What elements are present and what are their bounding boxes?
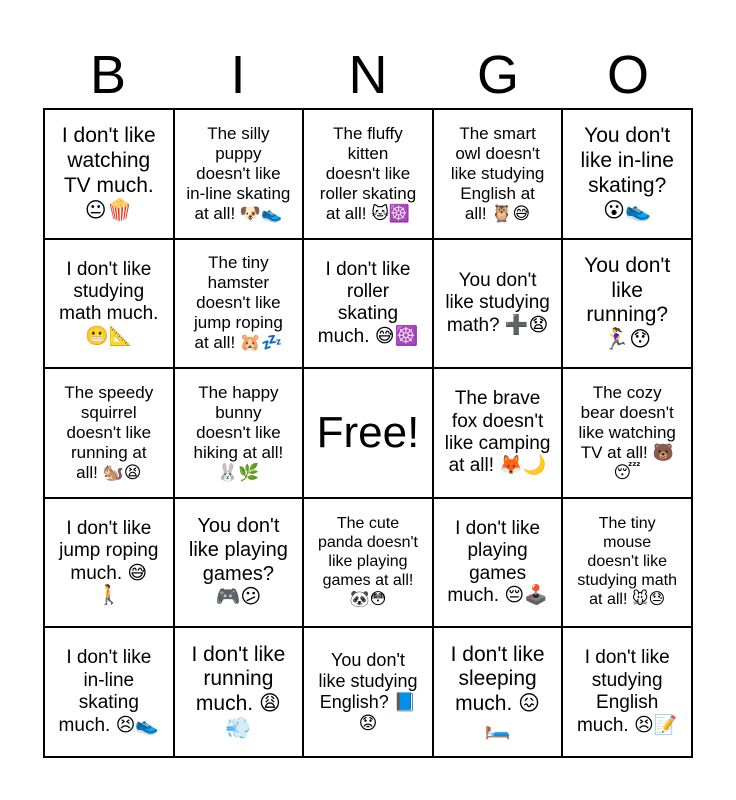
bingo-header bbox=[43, 40, 693, 110]
bingo-cell[interactable] bbox=[303, 109, 433, 239]
cell-text: You don't like studying English? 📘 😟 bbox=[318, 649, 418, 734]
cell-text: The cozy bear doesn't like watching TV at all! 🐻 😴 bbox=[578, 382, 676, 483]
cell-text: I don't like sleeping much. 😖 🛏️ bbox=[450, 642, 545, 740]
header-letter-b: B bbox=[89, 45, 127, 105]
bingo-cell[interactable] bbox=[303, 627, 433, 757]
free-space-text: Free! bbox=[316, 408, 420, 458]
cell-text: You don't like playing games? 🎮😕 bbox=[188, 515, 288, 609]
header-letter-g: G bbox=[476, 45, 519, 105]
cell-text: The silly puppy doesn't like in-line skating at all! 🐶👟 bbox=[186, 123, 291, 223]
bingo-cell[interactable] bbox=[303, 498, 433, 628]
bingo-cell[interactable] bbox=[433, 498, 563, 628]
bingo-cell[interactable] bbox=[433, 239, 563, 369]
cell-text: The happy bunny doesn't like hiking at all! 🐰🌿 bbox=[193, 382, 284, 483]
bingo-cell[interactable] bbox=[433, 368, 563, 498]
bingo-cell[interactable] bbox=[562, 239, 692, 369]
cell-text: The cute panda doesn't like playing games at all! 🐼😳 bbox=[317, 515, 418, 608]
bingo-cell[interactable] bbox=[174, 239, 304, 369]
bingo-cell[interactable] bbox=[44, 498, 174, 628]
cell-text: I don't like studying English much. 😣📝 bbox=[576, 647, 678, 736]
bingo-cell[interactable] bbox=[303, 239, 433, 369]
cell-text: You don't like running? 🏃‍♀️😯 bbox=[584, 253, 671, 352]
bingo-cell[interactable] bbox=[44, 368, 174, 498]
cell-text: The smart owl doesn't like studying English at all! 🦉😅 bbox=[450, 123, 545, 223]
bingo-cell[interactable] bbox=[44, 109, 174, 239]
cell-text: I don't like studying math much. 😬📐 bbox=[59, 258, 159, 347]
cell-text: You don't like studying math? ➕😧 bbox=[445, 269, 550, 336]
cell-text: I don't like watching TV much. 😐🍿 bbox=[61, 124, 156, 222]
cell-text: I don't like roller skating much. 😅☸️ bbox=[317, 258, 419, 347]
bingo-cell[interactable] bbox=[562, 627, 692, 757]
bingo-cell[interactable] bbox=[174, 627, 304, 757]
header-letter-n: N bbox=[348, 45, 388, 105]
bingo-cell[interactable] bbox=[562, 368, 692, 498]
free-space[interactable] bbox=[303, 368, 433, 498]
bingo-cell[interactable] bbox=[433, 627, 563, 757]
cell-text: The speedy squirrel doesn't like running at all! 🐿️😫 bbox=[64, 382, 154, 483]
cell-text: The tiny mouse doesn't like studying math at all! 🐭😓 bbox=[577, 515, 677, 608]
cell-text: The fluffy kitten doesn't like roller skating at all! 🐱☸️ bbox=[319, 123, 417, 223]
cell-text: I don't like running much. 😩 💨 bbox=[191, 642, 286, 740]
bingo-cell[interactable] bbox=[562, 498, 692, 628]
bingo-cell[interactable] bbox=[174, 109, 304, 239]
bingo-cell[interactable] bbox=[44, 239, 174, 369]
cell-text: The tiny hamster doesn't like jump roping at all! 🐹💤 bbox=[193, 253, 283, 353]
header-letter-i: I bbox=[230, 45, 246, 105]
cell-text: The brave fox doesn't like camping at all! 🦊🌙 bbox=[444, 388, 551, 477]
bingo-cell[interactable] bbox=[562, 109, 692, 239]
bingo-cell[interactable] bbox=[174, 498, 304, 628]
bingo-card bbox=[43, 108, 693, 758]
cell-text: You don't like in-line skating? 😮👟 bbox=[580, 124, 674, 222]
bingo-cell[interactable] bbox=[174, 368, 304, 498]
bingo-cell[interactable] bbox=[433, 109, 563, 239]
bingo-cell[interactable] bbox=[44, 627, 174, 757]
header-letter-o: O bbox=[606, 45, 649, 105]
cell-text: I don't like jump roping much. 😅 🚶 bbox=[59, 517, 159, 606]
cell-text: I don't like in-line skating much. 😣👟 bbox=[58, 647, 160, 736]
cell-text: I don't like playing games much. 😔🕹️ bbox=[447, 517, 548, 606]
